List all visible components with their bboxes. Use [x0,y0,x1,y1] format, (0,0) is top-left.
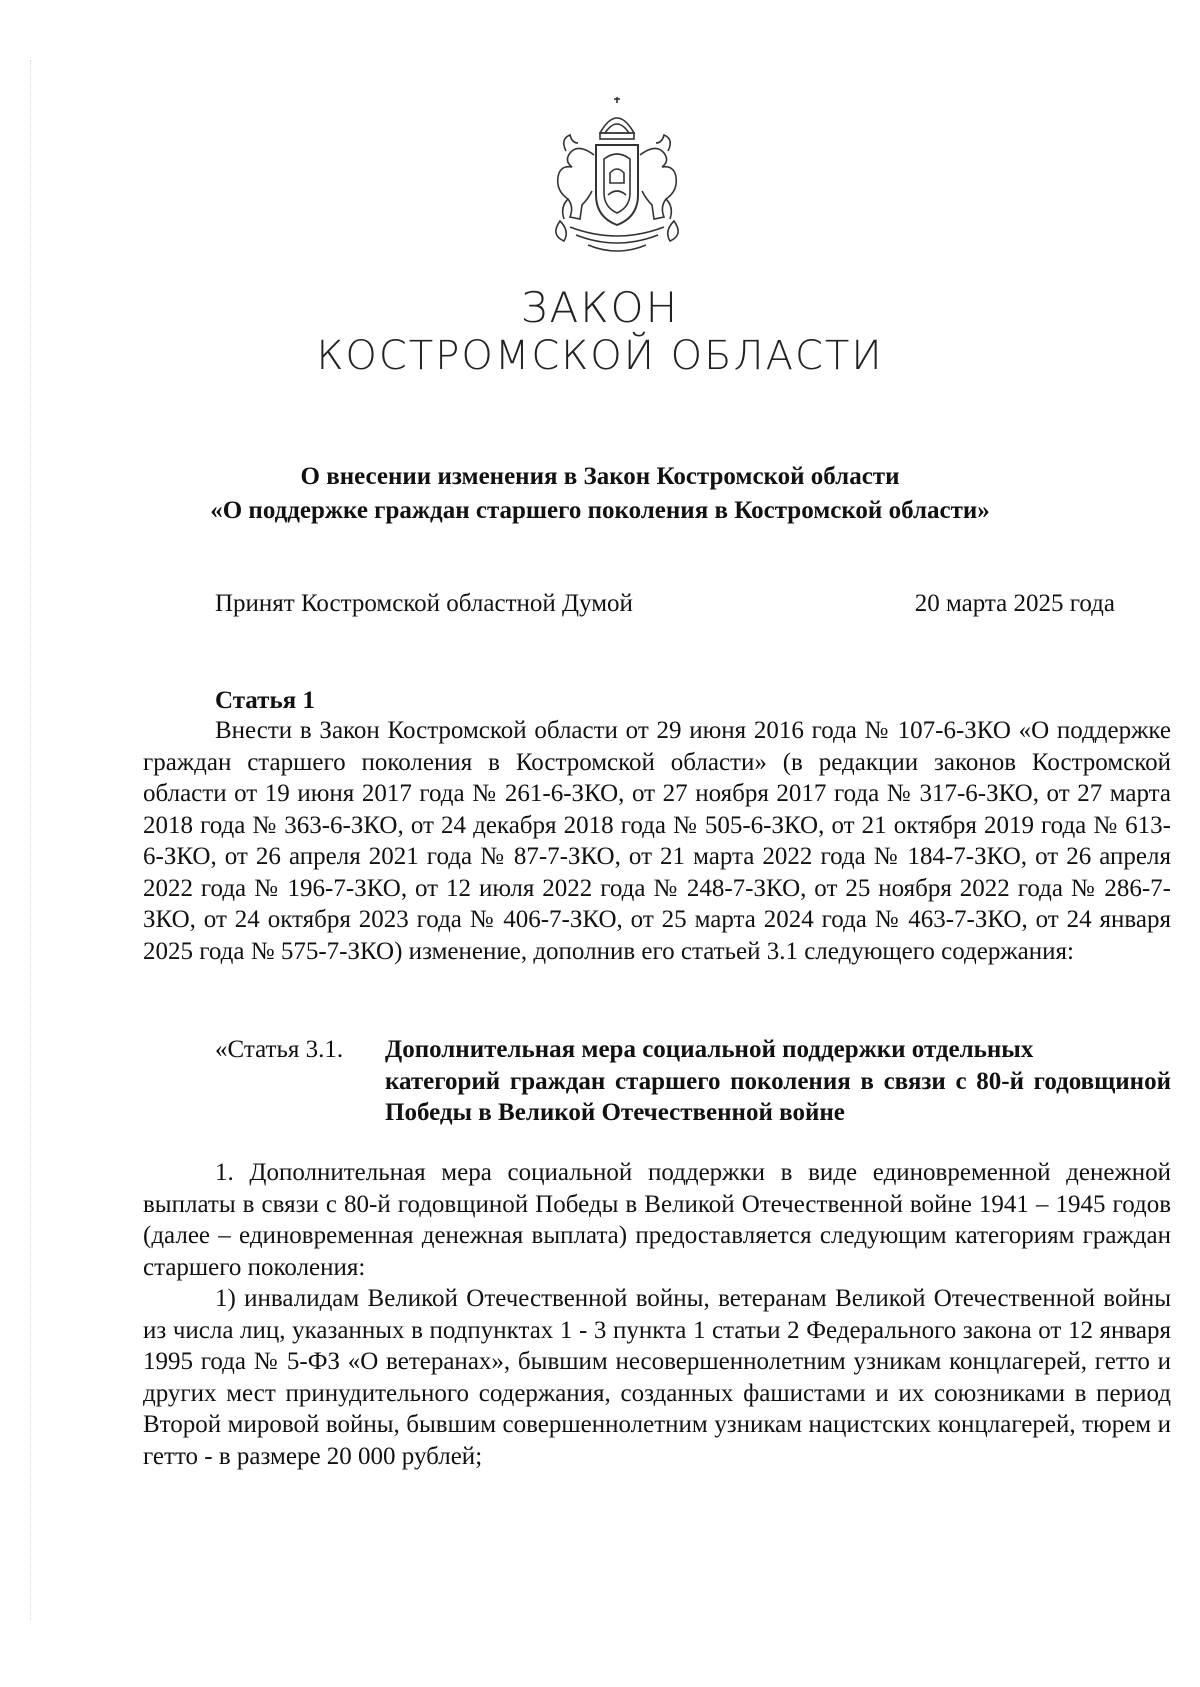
article-3-1-name [385,1034,1171,1129]
article-3-1-item-1 [143,1283,1171,1472]
adoption-date: 20 марта 2025 года [914,590,1115,617]
article-1-text [143,715,1171,967]
coat-of-arms-icon [530,95,705,270]
document-heading-line1: О внесении изменения в Закон Костромской области [300,463,900,490]
adopted-by: Принят Костромской областной Думой [215,590,633,617]
article-3-1-paragraph-1-content: 1. Дополнительная мера социальной поддержки в виде единовременной денежной выплаты в связи с 80-й годовщиной Победы в Великой Отечественной войне 1941 – 1945 годов (далее – единовременная денежная выплата) предоставляется следующим категориям граждан старшего поколения: [143,1159,1171,1281]
article-1-title: Статья 1 [215,687,315,714]
article-3-1-name-rest: категорий граждан старшего поколения в связи с 80-й годовщиной Победы в Великой Отечественной войне [385,1067,1171,1126]
law-region-title: КОСТРОМСКОЙ ОБЛАСТИ [316,333,884,379]
article-3-1-item-1-content: 1) инвалидам Великой Отечественной войны, ветеранам Великой Отечественной войны из числа лиц, указанных в подпунктах 1 - 3 пункта 1 статьи 2 Федерального закона от 12 января 1995 года № 5-ФЗ «О ветеранах», бывшим несовершеннолетним узникам концлагерей, гетто и других мест принудительного содержания, созданных фашистами и их союзниками в период Второй мировой войны, бывшим совершеннолетним узникам нацистских концлагерей, тюрем и гетто - в размере 20 000 рублей; [143,1285,1171,1470]
document-heading [0,460,1200,528]
document-heading-line2: «О поддержке граждан старшего поколения в Костромской области» [210,497,990,524]
law-title: ЗАКОН [520,283,680,332]
article-3-1-number: «Статья 3.1. [215,1036,344,1063]
article-3-1-paragraph-1 [143,1157,1171,1283]
article-1-text-content: Внести в Закон Костромской области от 29 июня 2016 года № 107-6-ЗКО «О поддержке граждан старшего поколения в Костромской области» (в редакции законов Костромской области от 19 июня 2017 года № 261-6-ЗКО, от 27 ноября 2017 года № 317-6-ЗКО, от 27 марта 2018 года № 363-6-ЗКО, от 24 декабря 2018 года № 505-6-ЗКО, от 21 октября 2019 года № 613-6-ЗКО, от 26 апреля 2021 года № 87-7-ЗКО, от 21 марта 2022 года № 184-7-ЗКО, от 26 апреля 2022 года № 196-7-ЗКО, от 12 июля 2022 года № 248-7-ЗКО, от 25 ноября 2022 года № 286-7-ЗКО, от 24 октября 2023 года № 406-7-ЗКО, от 25 марта 2024 года № 463-7-ЗКО, от 24 января 2025 года № 575-7-ЗКО) изменение, дополнив его статьей 3.1 следующего содержания: [143,717,1171,965]
article-3-1-name-line1: Дополнительная мера социальной поддержки отдельных [385,1036,1034,1063]
